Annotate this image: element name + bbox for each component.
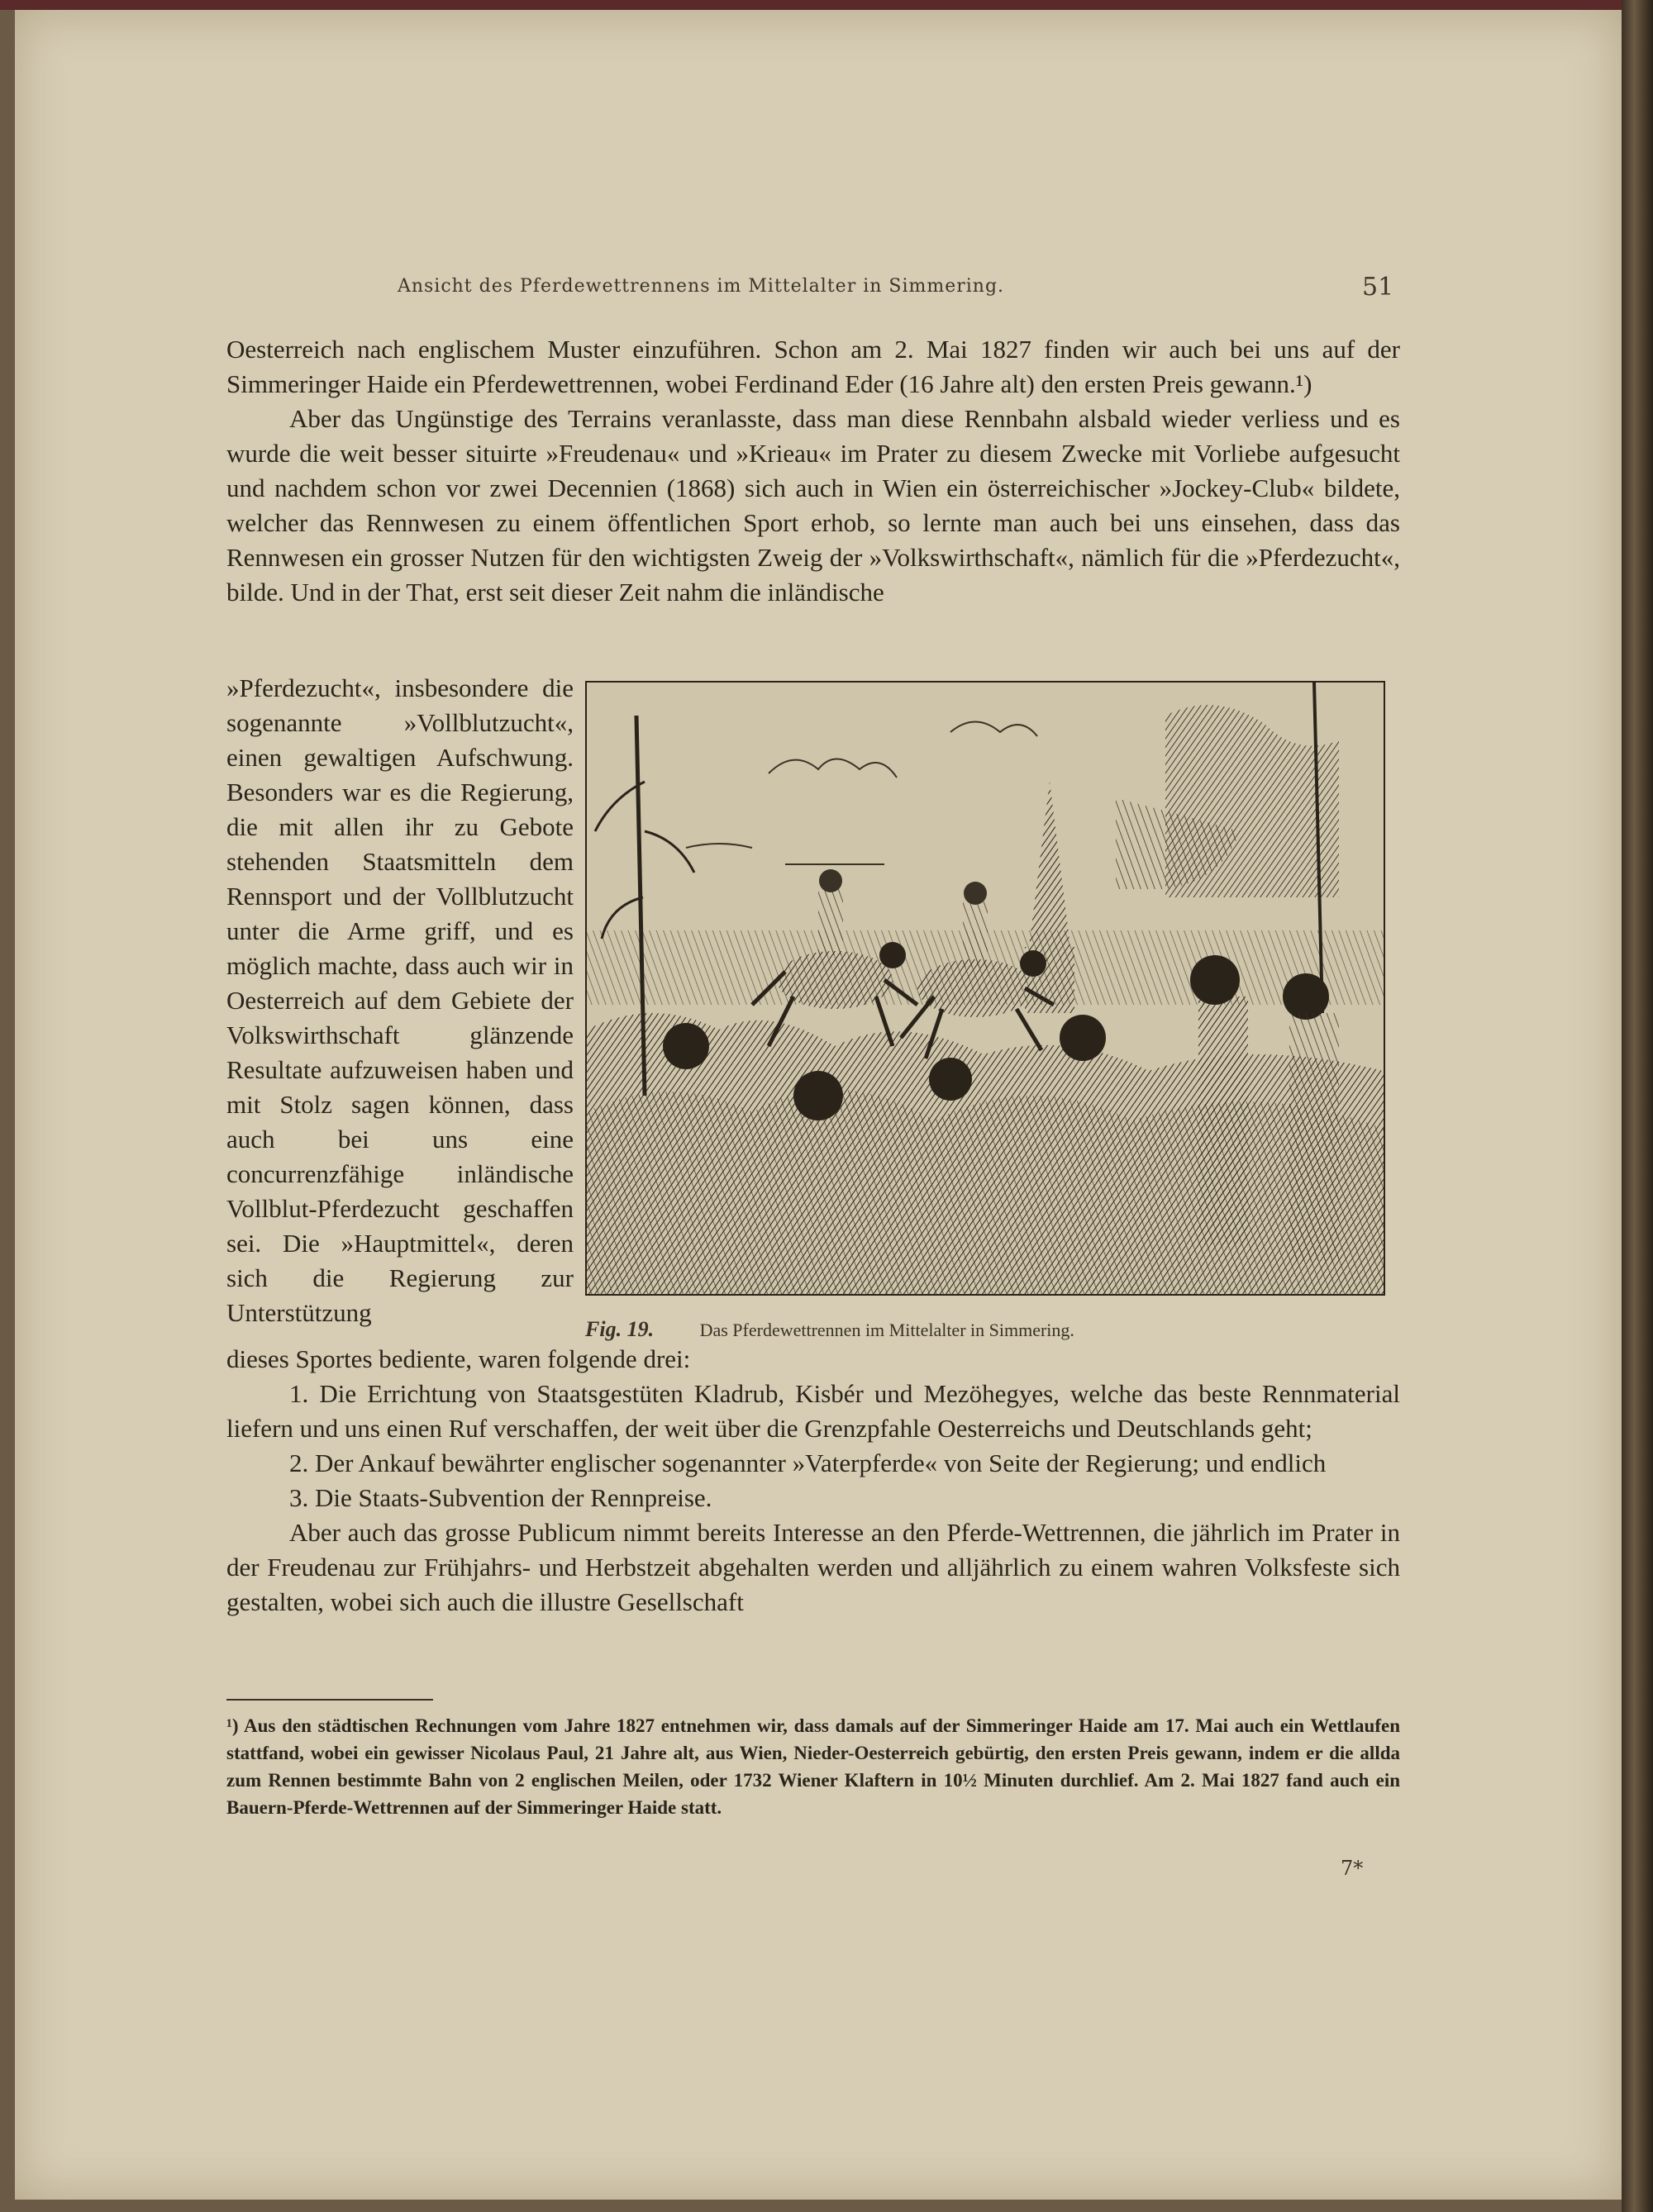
book-spine — [1622, 0, 1653, 2212]
page-number: 51 — [1362, 273, 1394, 302]
list-item-1: 1. Die Errichtung von Staatsgestüten Kladrub, Kisbér und Mezöhegyes, welche das beste Rennmaterial liefern und uns einen Ruf verschaffen, der weit über die Grenzpfahle Oesterreichs und Deutschlands geht; — [226, 1379, 1400, 1443]
figure-caption-text: Das Pferdewettrennen im Mittelalter in Simmering. — [699, 1320, 1074, 1340]
paragraph-1: Oesterreich nach englischem Muster einzuführen. Schon am 2. Mai 1827 finden wir auch bei uns auf der Simmeringer Haide ein Pferdewettrennen, wobei Ferdinand Eder (16 Jahre alt) den ersten Preis gewann.¹) — [226, 335, 1400, 398]
horse-race-illustration — [587, 683, 1384, 1294]
footnote: ¹) Aus den städtischen Rechnungen vom Jahre 1827 entnehmen wir, dass damals auf der Simmeringer Haide am 17. Mai auch ein Wettlaufen stattfand, wobei ein gewisser Nicolaus Paul, 21 Jahre alt, aus Wien, Nieder-Oesterreich gebürtig, den ersten Preis gewann, indem er die allda zum Rennen bestimmte Bahn von 2 englischen Meilen, oder 1732 Wiener Klaftern in 10½ Minuten durchlief. Am 2. Mai 1827 fand auch ein Bauern-Pferde-Wettrennen auf der Simmeringer Haide statt. — [226, 1715, 1400, 1818]
book-page — [15, 10, 1622, 2200]
paragraph-3: Aber auch das grosse Publicum nimmt bereits Interesse an den Pferde-Wettrennen, die jährlich im Prater in der Freudenau zur Frühjahrs- und Herbstzeit abgehalten werden und alljährlich zu einem wahren Volksfeste sich gestalten, wobei sich auch die illustre Gesellschaft — [226, 1518, 1400, 1616]
paragraph-2-end: dieses Sportes bediente, waren folgende drei: — [226, 1344, 691, 1373]
text-block-bottom — [226, 1342, 1400, 1620]
figure-caption — [585, 1317, 1382, 1342]
text-column-left — [226, 671, 574, 1330]
list-item-2: 2. Der Ankauf bewährter englischer sogenannter »Vaterpferde« von Seite der Regierung; und endlich — [289, 1449, 1327, 1477]
footnote-rule — [226, 1699, 433, 1701]
paragraph-2-continued: »Pferdezucht«, insbesondere die sogenannte »Vollblutzucht«, einen gewaltigen Aufschwung. Besonders war es die Regierung, die mit allen ihr zu Gebote stehenden Staatsmitteln dem Rennsport und der Vollblutzucht unter die Arme griff, und es möglich machte, dass auch wir in Oesterreich auf dem Gebiete der Volkswirthschaft glänzende Resultate aufzuweisen haben und mit Stolz sagen können, dass auch bei uns eine concurrenzfähige inländische Vollblut-Pferdezucht geschaffen sei. Die »Hauptmittel«, deren sich die Regierung zur Unterstützung — [226, 673, 574, 1327]
list-item-3: 3. Die Staats-Subvention der Rennpreise. — [289, 1483, 712, 1512]
running-title: Ansicht des Pferdewettrennens im Mittelalter in Simmering. — [397, 276, 1005, 297]
paragraph-2: Aber das Ungünstige des Terrains veranlasste, dass man diese Rennbahn alsbald wieder verliess und es wurde die weit besser situirte »Freudenau« und »Krieau« im Prater zu diesem Zwecke mit Vorliebe aufgesucht und nachdem schon vor zwei Decennien (1868) sich auch in Wien ein österreichischer »Jockey-Club« bildete, welcher das Rennwesen zu einem öffentlichen Sport erhob, so lernte man auch bei uns einsehen, dass das Rennwesen ein grosser Nutzen für den wichtigsten Zweig der »Volkswirthschaft«, nämlich für die »Pferdezucht«, bilde. Und in der That, erst seit dieser Zeit nahm die inländische — [226, 404, 1400, 607]
figure-engraving — [585, 681, 1385, 1296]
text-block-top — [226, 332, 1400, 610]
signature-mark: 7* — [1341, 1857, 1364, 1880]
top-edge — [0, 0, 1653, 10]
figure-label: Fig. 19. — [585, 1317, 655, 1341]
